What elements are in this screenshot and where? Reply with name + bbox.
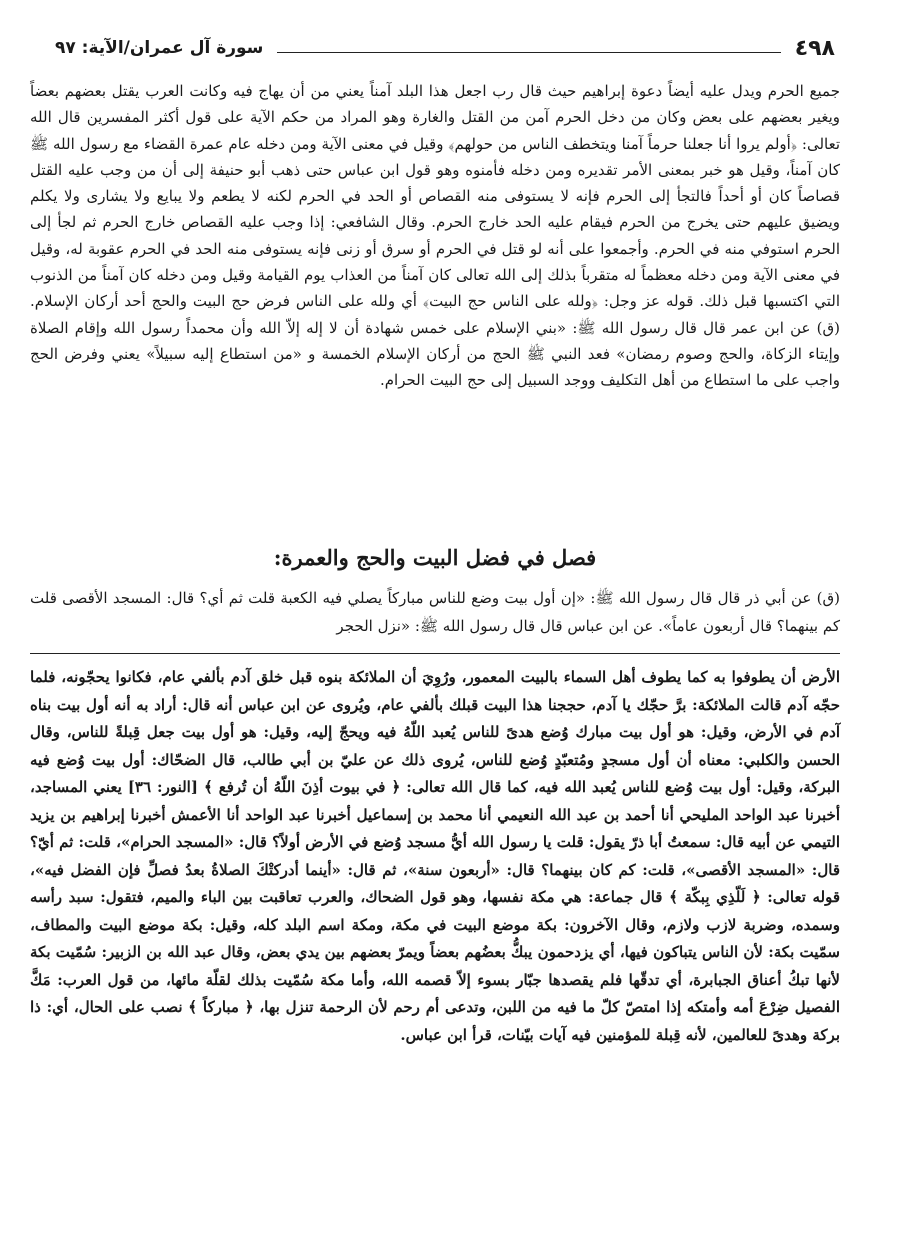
commentary-paragraph: الأرض أن يطوفوا به كما يطوف أهل السماء بالبيت المعمور، ورُوِيَ أن الملائكة بنوه قبل خلق آدم بألفي عام، فكانوا يحجّونه، فلما حجّه آدم قالت الملائكة: برَّ حجّك يا آدم، حججنا هذا البيت قبلك بألفي عام، ويُروى عن ابن عباس أنه قال: أراد به أنه أول بيت بناه آدم في الأرض، وقيل: هو أول بيت مبارك وُضع هدىً للناس يُعبد اللّهُ فيه ويحجّ إليه، وقيل: هو أول بيت جعل قِبلةً للناس، وقال الحسن والكلبي: معناه أن أول مسجدٍ ومُتعبّدٍ وُضع للناس، يُروى ذلك عن عليّ بن أبي طالب، قال الضحّاك: أول بيت وُضع فيه البركة، وقيل: أول بيت وُضع للناس يُعبد الله فيه، كما قال الله تعالى: ﴿ في بيوت أذِنَ اللّهُ أن تُرفع ﴾ [النور: ٣٦] يعني المساجد، أخبرنا عبد الواحد المليحي أنا أحمد بن عبد الله النعيمي أنا محمد بن إسماعيل أخبرنا عبد الواحد أنا الأعمش أخبرنا إبراهيم بن يزيد التيمي عن أبيه قال: سمعتُ أبا ذرّ يقول: قلت يا رسول الله أيُّ مسجد وُضع في الأرض أولاً؟ قال: «المسجد الحرام»، قلت: ثم أيّ؟ قال: «المسجد الأقصى»، قلت: كم كان بينهما؟ قال: «أربعون سنة»، ثم قال: «أينما أدركتْكَ الصلاةُ بعدُ فصلِّ فإن الفضل فيه»، قوله تعالى: ﴿ لَلّذِي بِبكّة ﴾ قال جماعة: هي مكة نفسها، وهو قول الضحاك، والعرب تعاقبت بين الباء والميم، فتقول: سبد رأسه وسمده، وضربة لازب ولازم، وقال الآخرون: بكة موضع البيت في مكة، ومكة اسم البلد كله، وقيل: بكة موضع البيت والمطاف، سمّيت بكة: لأن الناس يتباكون فيها، أي يزدحمون يبكُّ بعضُهم بعضاً ويمرّ بعضهم بين يدي بعض، وقال عبد الله بن الزبير: سُمّيت بكة لأنها تبكُ أعناق الجبابرة، أي تدقّها فلم يقصدها جبّار بسوء إلاّ قصمه الله، وأما مكة سُمّيت بذلك لقلّة مائها، من قول العرب: مَكَّ الفصيل ضِرْعَ أمه وأمتكه إذا امتصّ كلّ ما فيه من اللبن، وتدعى أم رحم لأن الرحمة تنزل بها، ﴿ مباركاً ﴾ نصب على الحال، أي: ذا بركة وهدىً للعالمين، لأنه قِبلة للمؤمنين فيه آيات بيّنات، قرأ ابن عباس. [30,668,840,1044]
footnote-divider [30,653,840,654]
header-rule [277,52,780,53]
hadith-block [30,584,840,640]
page-number: ٤٩٨ [794,35,835,61]
hadith-paragraph: (ق) عن أبي ذر قال قال رسول الله ﷺ: «إن أول بيت وضع للناس مباركاً يصلي فيه الكعبة قلت ثم أي؟ قال: المسجد الأقصى قلت كم بينهما؟ قال أربعون عاماً». عن ابن عباس قال قال رسول الله ﷺ: «نزل الحجر [30,589,840,635]
commentary-block [30,664,840,1049]
main-paragraph: جميع الحرم ويدل عليه أيضاً دعوة إبراهيم حيث قال رب اجعل هذا البلد آمناً يعني من أن يهاج فيه وكانت العرب يقتل بعضهم بعضاً ويغير بعضهم على بعض وكان من دخل الحرم آمن من القتل والغارة وهو المراد من حكم الآية على قول أكثر المفسرين قال الله تعالى: ﴿أولم يروا أنا جعلنا حرماً آمنا ويتخطف الناس من حولهم﴾ وقيل في معنى الآية ومن دخله عام عمرة القضاء مع رسول الله ﷺ كان آمناً، وقيل هو خبر بمعنى الأمر تقديره ومن دخله فأمنوه وهو قول ابن عباس حتى ذهب أبو حنيفة إلى أن من وجب عليه القتل قصاصاً كان أو أحداً فالتجأ إلى الحرم فإنه لا يستوفى منه القصاص أو الحد في الحرم لكنه لا يطعم ولا يبايع ولا يشارى ولا يكلم ويضيق عليهم حتى يخرج من الحرم فيقام عليه الحد خارج الحرم. وقال الشافعي: إذا وجب عليه القصاص خارج الحرم ثم لجأ إلى الحرم استوفي منه في الحرم. وأجمعوا على أنه لو قتل في الحرم أو سرق أو زنى فإنه يستوفى منه الحد في الحرم عقوبة له، وقيل في معنى الآية ومن دخله معظماً له متقرباً بذلك إلى الله تعالى كان آمناً من العذاب يوم القيامة وقيل ومن دخله كان آمناً من الذنوب التي اكتسبها قبل ذلك. قوله عز وجل: ﴿ولله على الناس حج البيت﴾ أي ولله على الناس فرض حج البيت والحج أحد أركان الإسلام. (ق) عن ابن عمر قال قال رسول الله ﷺ: «بني الإسلام على خمس شهادة أن لا إله إلاّ الله وأن محمداً رسول الله وإقام الصلاة وإيتاء الزكاة، والحج وصوم رمضان» فعد النبي ﷺ الحج من أركان الإسلام الخمسة و «من استطاع إليه سبيلاً» يعني وفرض الحج واجب على ما استطاع من أهل التكليف ووجد السبيل إلى حج البيت الحرام. [30,82,840,390]
main-text-block [30,78,840,394]
section-title: فصل في فضل البيت والحج والعمرة: [273,545,597,570]
surah-reference: سورة آل عمران/الآية: ٩٧ [55,38,264,58]
page-header [55,34,835,62]
